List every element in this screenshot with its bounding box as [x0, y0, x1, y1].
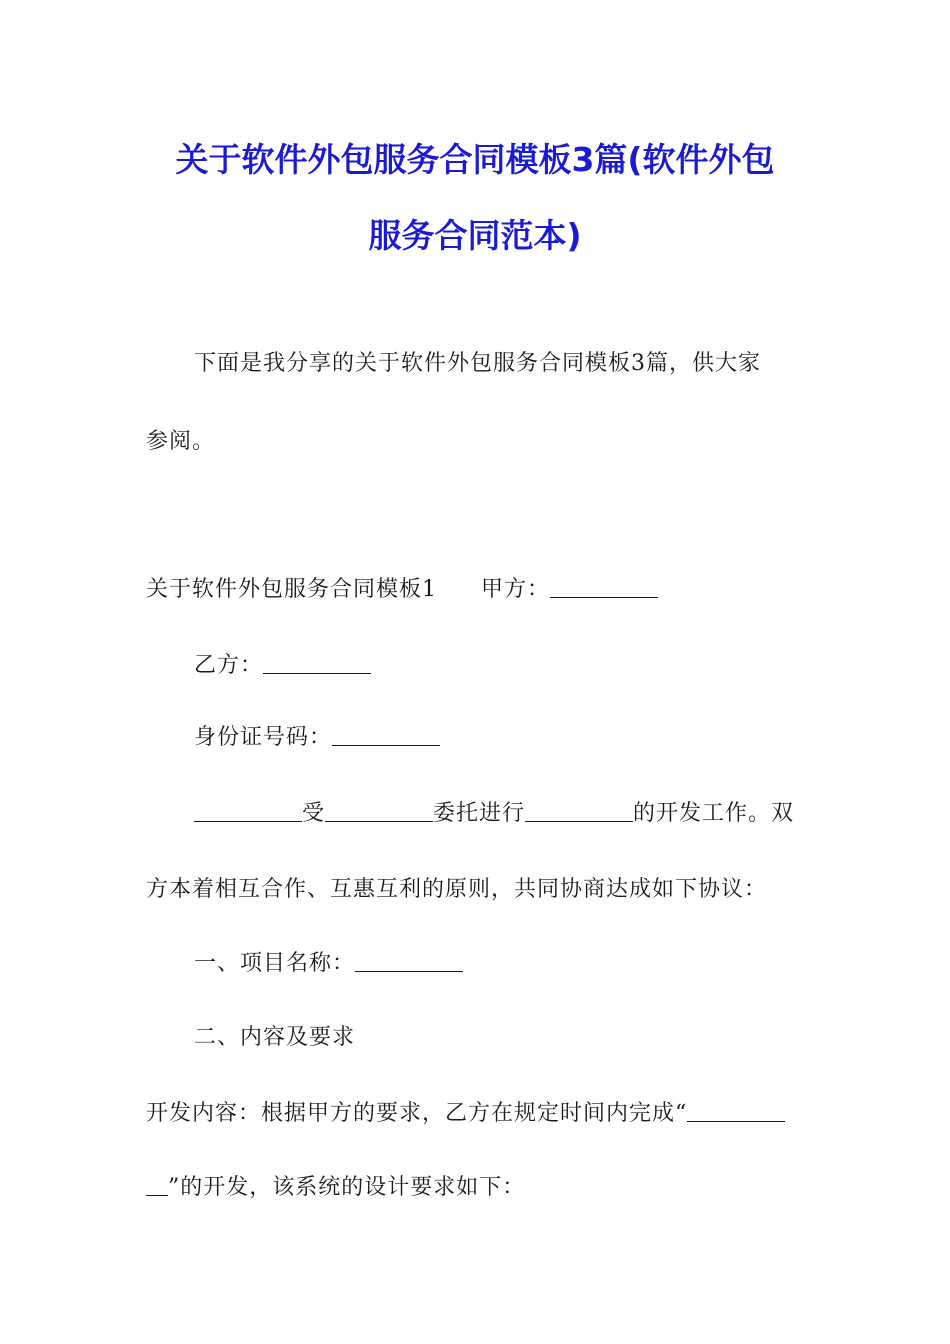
section-heading: 关于软件外包服务合同模板1: [146, 577, 437, 602]
item-2-heading: 二、内容及要求: [194, 1025, 356, 1050]
section-heading-row: [146, 572, 658, 603]
intro-paragraph-line-1: 下面是我分享的关于软件外包服务合同模板3篇，供大家: [194, 351, 761, 376]
id-number-label: 身份证号码：: [194, 725, 333, 750]
dev-content-tail-text: ”的开发，该系统的设计要求如下：: [168, 1175, 526, 1200]
entrustor-blank: [325, 820, 433, 822]
dev-content-text: 开发内容：根据甲方的要求，乙方在规定时间内完成“: [146, 1101, 688, 1126]
party-a-blank: [550, 596, 658, 598]
entrust-tail-text: 的开发工作。双: [633, 801, 795, 826]
item-1-label: 一、项目名称：: [194, 951, 356, 976]
document-title-line-2: 服务合同范本): [368, 216, 582, 255]
id-number-row: [194, 720, 440, 751]
intro-paragraph-line-2: 参阅。: [146, 429, 216, 454]
agreement-line: 方本着相互合作、互惠互利的原则，共同协商达成如下协议：: [146, 877, 768, 902]
entrust-middle-text: 委托进行: [433, 801, 526, 826]
dev-content-row-1: [146, 1096, 785, 1127]
system-name-blank: [687, 1120, 785, 1122]
project-name-blank: [355, 970, 463, 972]
system-name-blank-continued: [146, 1194, 168, 1196]
item-1-row: [194, 946, 463, 977]
document-title-line-1: 关于软件外包服务合同模板3篇(软件外包: [175, 140, 775, 179]
party-b-label: 乙方：: [194, 653, 264, 678]
entrust-row: [194, 796, 794, 827]
dev-content-row-2: [146, 1170, 525, 1201]
party-b-row: [194, 648, 371, 679]
entrustee-blank: [194, 820, 302, 822]
party-a-label: 甲方：: [481, 577, 551, 602]
id-number-blank: [332, 744, 440, 746]
entrust-receive-text: 受: [302, 801, 326, 826]
party-b-blank: [263, 672, 371, 674]
project-blank: [525, 820, 633, 822]
